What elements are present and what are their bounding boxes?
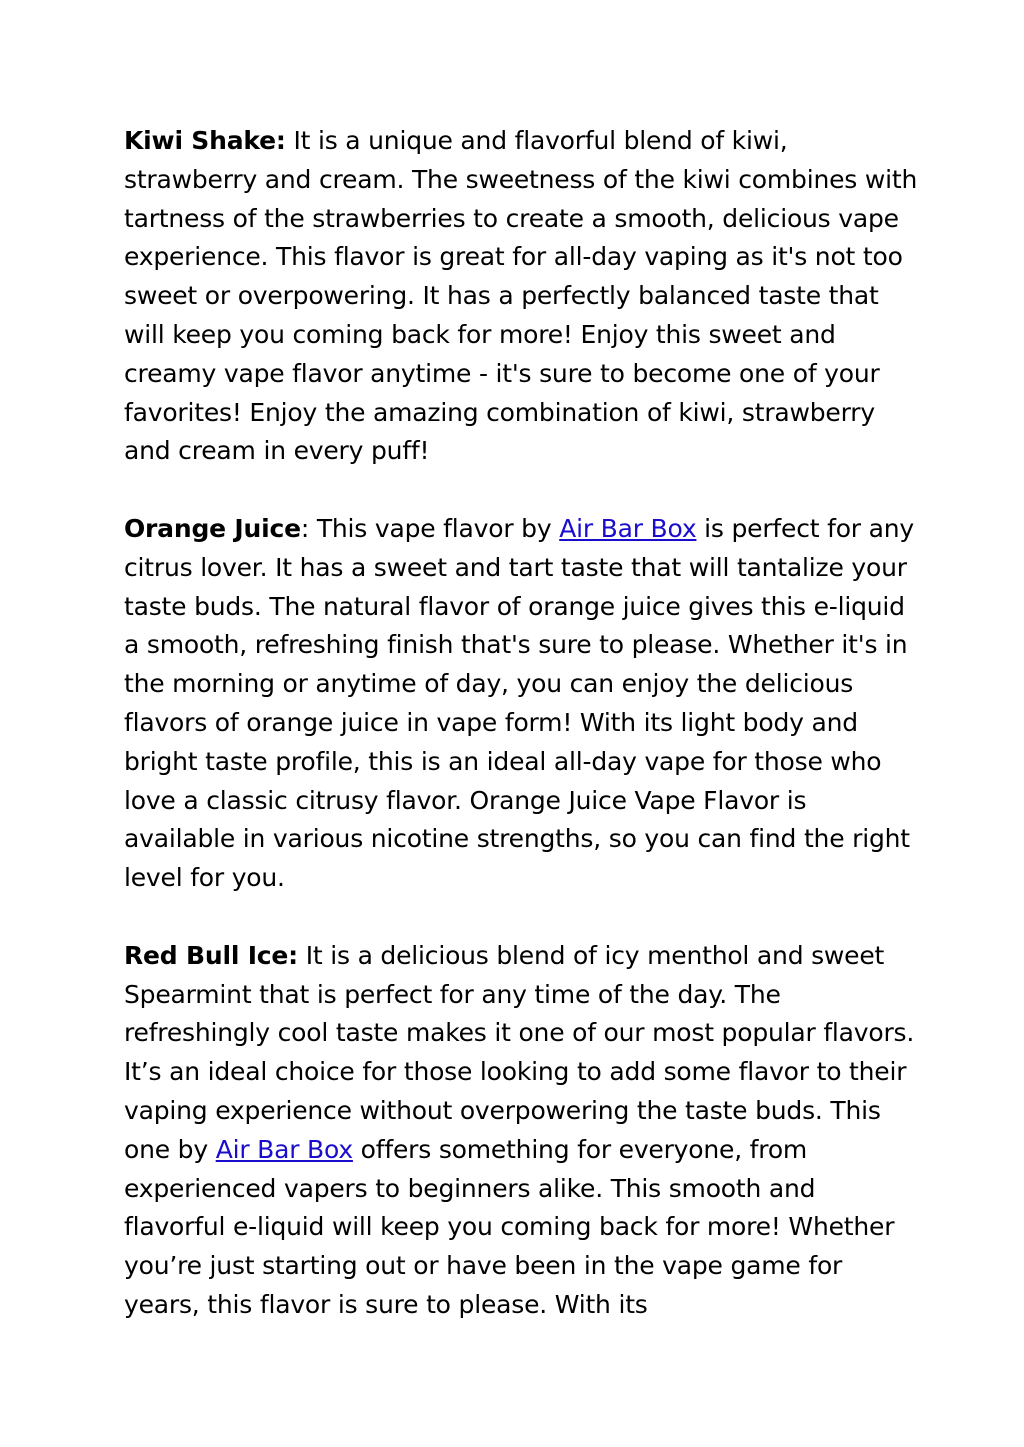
orange-juice-text-after-link: is perfect for any citrus lover. It has a sweet and tart taste that will tantalize your taste buds. The natural flavor of orange juice gives this e-liquid a smooth, refreshing finish that's sure to please. Whether it's in the morning or anytime of day, you can enjoy the delicious flavors of orange juice in vape form! With its light body and bright taste profile, this is an ideal all-day vape for those who love a classic citrusy flavor. Orange Juice Vape Flavor is available in various nicotine strengths, so you can find the right level for you. [124,513,914,893]
red-bull-ice-term: Red Bull Ice: [124,940,298,970]
kiwi-shake-term: Kiwi Shake: [124,126,286,155]
air-bar-box-link[interactable]: Air Bar Box [215,1134,353,1164]
document-page [124,122,924,1364]
orange-juice-term: Orange Juice [124,513,301,543]
red-bull-ice-text-before-link: It is a delicious blend of icy menthol and sweet Spearmint that is perfect for any time of the day. The refreshingly cool taste makes it one of our most popular flavors. It’s an ideal choice for those looking to add some flavor to their vaping experience without overpowering the taste buds. This one by [124,940,915,1164]
kiwi-shake-paragraph [124,122,924,471]
orange-juice-colon: : [300,513,310,543]
red-bull-ice-text-after-link: offers something for everyone, from experienced vapers to beginners alike. This smooth and flavorful e-liquid will keep you coming back for more! Whether you’re just starting out or have been in the vape game for years, this flavor is sure to please. With its [124,1134,895,1319]
red-bull-ice-paragraph [124,937,924,1325]
kiwi-shake-description: It is a unique and flavorful blend of kiwi, strawberry and cream. The sweetness of the kiwi combines with tartness of the strawberries to create a smooth, delicious vape experience. This flavor is great for all-day vaping as it's not too sweet or overpowering. It has a perfectly balanced taste that will keep you coming back for more! Enjoy this sweet and creamy vape flavor anytime - it's sure to become one of your favorites! Enjoy the amazing combination of kiwi, strawberry and cream in every puff! [124,126,918,466]
orange-juice-text-before-link: This vape flavor by [309,513,560,543]
orange-juice-paragraph [124,510,924,898]
air-bar-box-link[interactable]: Air Bar Box [559,513,697,543]
